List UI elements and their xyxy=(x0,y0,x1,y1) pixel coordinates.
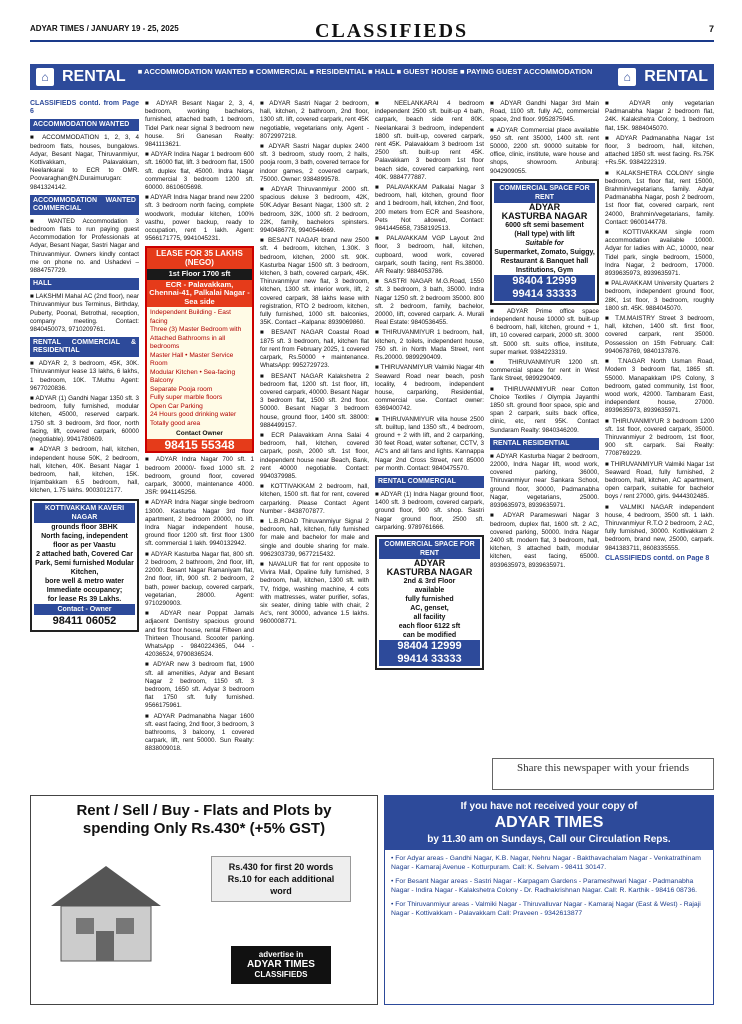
continued-note: CLASSIFIEDS contd. from Page 6 xyxy=(30,100,139,116)
ad-line: available xyxy=(414,586,445,594)
listing: ■ KOTTIVAKKAM single room accommodation available 10000. Adyar for ladies with AC, 10000, near Tidel park, single bedroom, 15000, Indra Nagar, 2 bedroom, 17000. 8939635973, 8939635971. xyxy=(605,229,714,278)
ad-feature: Fully super marble floors xyxy=(150,394,223,402)
ad-feature: Separate Pooja room xyxy=(150,385,213,393)
column-1 xyxy=(30,100,139,790)
listing: ■ THIRUVANMIYUR 1 bedroom, hall, kitchen, 2 toilets, independent house, 750 sft. in North Mada Street, rent Rs.20000. 9899290409. xyxy=(375,329,484,362)
circulation-line: by 11.30 am on Sundays, Call our Circulation Reps. xyxy=(427,834,671,845)
ad-phone: 98415 55348 xyxy=(147,439,252,452)
ad-line: AC, genset, xyxy=(410,604,449,612)
listing: ■ ADYAR Parameswari Nagar 3 bedroom, duplex flat, 1600 sft. 2 AC, covered parking, 50000. Indra Nagar 2400 sft. modern flat, 3 bedroom, hall, kitchen, 3 attached bath, modular kitchen, east facing, 65000. 8939635973, 8939635971. xyxy=(490,512,599,569)
rental-band-left xyxy=(30,64,132,90)
section-heading: HALL xyxy=(30,278,139,290)
listing: ■ THIRUVANMIYUR 3 bedroom 1200 sft. 1st floor, covered carpark, 35000. Thiruvanmiyur 2 bedroom, 1st floor, 900 sft. carpark. Sai Realty: 7708769229. xyxy=(605,417,714,458)
advertise-line: ADYAR TIMES xyxy=(247,959,315,970)
house-icon xyxy=(41,856,171,966)
masthead xyxy=(30,22,714,50)
circulation-ad xyxy=(384,795,714,1005)
ad-line: all facility xyxy=(413,613,446,621)
house-icon: ⌂ xyxy=(618,68,636,86)
section-heading: RENTAL COMMERCIAL xyxy=(375,476,484,488)
section-heading: ACCOMMODATION WANTED xyxy=(30,119,139,131)
page-number: 7 xyxy=(708,24,714,34)
ad-location: ECR - Palavakkam, Chennai-41, Palkalai Nagar - Sea side xyxy=(147,280,252,308)
ad-feature: Independent Building - East facing xyxy=(150,309,232,325)
ad-heading: LEASE FOR 35 LAKHS (NEGO) xyxy=(147,248,252,269)
bottom-ads xyxy=(30,795,714,1005)
ad-features xyxy=(147,307,252,430)
listing: ■ ADYAR Indra Nagar brand new 2200 sft. 3 bedroom north facing, complete woodwork, modular kitchen, 100% vasthu, power backup, ready to occupation, rent 1 lakh. Agent: 9566171775, 9941045231. xyxy=(145,194,254,243)
ad-feature: Totally good area xyxy=(150,419,201,427)
ad-line: grounds floor 3BHK xyxy=(51,523,118,531)
category-list: ■ ACCOMMODATION WANTED ■ COMMERCIAL ■ RESIDENTIAL ■ HALL ■ GUEST HOUSE ■ PAYING GUEST ACCOMMODATION xyxy=(132,64,613,90)
listing: ■ THIRUVANMIYUR near Cotton Choice Textiles / Olympia Jayanthi 1850 sft. ground floor space, spic and span 2 carpark, suits back office, clinic, etc, rent 95K. Contact Sundaram Realty: 9840346209. xyxy=(490,385,599,434)
listing: ■ T.NAGAR North Usman Road, Modern 3 bedroom flat, 1865 sft. 55000. Manapakkam IPS Colony, 3 bedroom, gated community, 1st floor, wood work, 42000. Tambaram East, independent house, 27000. 8939635973, 8939635971. xyxy=(605,358,714,415)
paper-brand: ADYAR TIMES / JANUARY 19 - 25, 2025 xyxy=(30,24,179,33)
listing: ■ THIRUVANMIYUR Valmiki Nagar 4th Seaward Road near beach, posh locality, 4 bedroom, independent house, carparking, Residential, commercial use. Contact owner: 6369400742. xyxy=(375,364,484,413)
listing: ■ PALAVAKKAM Palkalai Nagar 3 bedroom, hall, kitchen, ground floor and 1 bedroom, hall, kitchen, 2nd floor, 200 meters from ECR and Seashore, Pets Not allowed, Contact: 9841445658, 7358192513. xyxy=(375,184,484,233)
listing: ■ ECR Palavakkam Anna Salai 4 bedroom, hall, kitchen, covered carpark, posh, 2000 sft. 1st floor, independent house near Beach, Bank, rent 40000 negotiable. Contact: 9940379985. xyxy=(260,431,369,480)
column-2 xyxy=(145,100,254,790)
section-heading: RENTAL RESIDENTIAL xyxy=(490,438,599,450)
classified-promo-ad xyxy=(30,795,378,1005)
ad-line: can be modified xyxy=(402,631,457,639)
circulation-heading xyxy=(385,796,713,850)
listing: ■ ADYAR only vegetarian Padmanabha Nagar 2 bedroom flat, 24K. Kalakshetra Colony, 1 bedroom flat, 15K. 9884045070. xyxy=(605,100,714,132)
listing: ■ ADYAR Indra Nagar single bedroom 13000. Kasturba Nagar 3rd floor apartment, 2 bedroom 20000, no lift. Indra Nagar independent house, ground floor 1200 sft. first floor 1300 sft. commercial 1 lakh. 9940132942. xyxy=(145,499,254,548)
ad-line: ADYAR xyxy=(528,201,561,212)
ad-feature: Three (3) Master Bedroom with Attached Bathrooms in all bedrooms xyxy=(150,326,242,351)
ad-line: 2nd & 3rd Floor xyxy=(403,577,456,585)
column-3 xyxy=(260,100,369,790)
listing: ■ ADYAR Prime office space independent house 10000 sft. built-up 6 bedroom, hall, kitchen, ground + 1, lift, 10 covered carpark, 2000 sft. 3000 sft. 5000 sft. suits office, institute, super market. 9384223319. xyxy=(490,307,599,356)
listing: ■ BESANT NAGAR Kalakshetra 2 bedroom flat, 1200 sft. 1st floor, lift, covered carpark, 40000. Besant Nagar 3 bedroom flat, 1500 sft. 2nd floor. 50000. Besant Nagar 3 bedroom house, ground floor, 1400 sft. 38000: 9884499157. xyxy=(260,372,369,429)
ad-line: Suitable for xyxy=(525,239,564,247)
listing: ■ ADYAR Padmanabha Nagar 1st floor, 3 bedroom, hall, kitchen, attached 1850 sft. west facing. Rs.75K +Rs.5K. 9384222319. xyxy=(605,134,714,167)
listing: ■ THIRUVANMIYUR 1200 sft. commercial space for rent in West Tank Street, 9899290409. xyxy=(490,359,599,383)
share-box: Share this newspaper with your friends xyxy=(492,758,714,790)
ad-line: 2 attached bath, Covered Car Park, Semi furnished Modular Kitchen, xyxy=(35,550,134,576)
circulation-line: If you have not received your copy of xyxy=(460,801,638,812)
price-box xyxy=(211,856,351,902)
listing: ■ ADYAR Gandhi Nagar 3rd Main Road, 1100 sft. fully AC, commercial space, 2nd floor. 9952875945. xyxy=(490,100,599,124)
listing: ■ BESANT NAGAR brand new 2500 sft. 4 bedroom, kitchen, 1.30K. 3 bedroom, kitchen, 2000 sft. 90K. Kasturba Nagar 1500 sft. 3 bedroom, kitchen, 3 bath, covered carpark, 45K. Thiruvanmiyur new flat, 3 bedroom, kitchen, 1300 sft. interior work, lift, 2 covered carpark, 38 lakhs lease with registration, RTO 2 bedroom, kitchen, fully furnished, 1000 sft. balconies, 35K. Contact –Kalpana: 8939069860. xyxy=(260,237,369,327)
section-heading: RENTAL COMMERCIAL & RESIDENTIAL xyxy=(30,337,139,357)
listing: ■ ADYAR Indira Nagar 1 bedroom 600 sft. 16000 flat, lift. 3 bedroom flat, 1500 sft. duplex flat, 45000. Indra Nagar commercial 3 bedroom 1200 sft. 60000. 8610605698. xyxy=(145,151,254,192)
listing: ■ T.M.MAISTRY Street 3 bedroom, hall, kitchen, 1400 sft. first floor, covered carpark, rent 35000. Possession on 15th February. Call: 9940678769, 9840137876. xyxy=(605,315,714,355)
listing: ■ LAKSHMI Mahal AC (2nd floor), near Thiruvanmiyur bus Terminus, Birthday, Puberty, Poonal, Betrothal, reception, company meeting. Contact: 9840450073, 9710209761. xyxy=(30,293,139,334)
ad-line: KASTURBA NAGAR xyxy=(501,210,588,221)
circulation-list xyxy=(385,850,713,927)
listing: ■ BESANT NAGAR Coastal Road 1875 sft. 3 bedroom, hall, kitchen flat for rent from February 2025, 1 covered carpark, Rs.50000 + maintenance. WhatsApp: 9952729723. xyxy=(260,329,369,370)
ad-phone: 98404 12999 xyxy=(379,640,480,653)
listing: ■ ADYAR Thiruvanmiyur 2000 sft. spacious deluxe 3 bedroom, 42K, 50K.Adyar Besant Nagar, 1300 sft. 2 bedroom, 32K, 1000 sft. 2 bedroom, 22K, family, bachelors spinsters. 9940486778, 9940544669. xyxy=(260,186,369,235)
section-band xyxy=(30,63,714,91)
advertise-box xyxy=(231,946,331,984)
rental-band-right xyxy=(612,64,714,90)
continued-note: CLASSIFIEDS contd. on Page 8 xyxy=(605,554,710,562)
band-label: RENTAL xyxy=(62,68,126,85)
listing: ■ KALAKSHETRA COLONY single bedroom, 1st floor flat, rent 15000, Brahmin/vegetarians, family. Adyar Padmanabha Nagar, posh 2 bedroom, 1st floor flat, covered carpark, rent 24000, Brahmin/vegetarians, family. Contact: 9600144778. xyxy=(605,169,714,226)
listing: ■ ADYAR 2, 3 bedroom, 45K, 30K. Thiruvanmiyur lease 13 lakhs, 6 lakhs, 1 bedroom, 10K. T.Muthu Agent: 9677020836. xyxy=(30,360,139,392)
ad-line: bore well & metro water xyxy=(45,577,124,585)
lease-ad xyxy=(145,246,254,453)
listing: ■ THIRUVANMIYUR Valmiki Nagar 1st Seaward Road, fully furnished, 2 bedroom, hall, kitchen, AC apartment, open carpark, suitable for bachelor boys / rent 27000, girls. 9444302485. xyxy=(605,460,714,501)
ad-line: Supermarket, Zomato, Suiggy, Restaurant & Banquet hall Institutions, Gym xyxy=(494,248,595,274)
column-6 xyxy=(605,100,714,790)
ad-line: for lease Rs 39 Lakhs. xyxy=(47,595,122,603)
ad-feature: Open Car Parking xyxy=(150,402,203,410)
listing: ■ ADYAR Commercial place available 950 sft. rent 35000, 1400 sft. rent 50000, 2200 sft. 90000 suitable for office, clinic, institute, ware house and shops, showroom. Anburaj: 9042909055. xyxy=(490,126,599,175)
listing: ■ ADYAR near Poppat Jamals adjacent Dentistry spacious ground and first floor house, rental Fifteen and Thirteen Thousand. Scooter parking. WhatsApp - 9840224365, 044 - 42036524, 9790836524. xyxy=(145,610,254,659)
listing: ■ ADYAR new 3 bedroom flat, 1900 sft. all amenities, Adyar and Besant Nagar 2 bedroom, 1150 sft. 3 bedroom, 1650 sft. Adyar 3 bedroom flat 1750 sft. fully furnished. 9566175961. xyxy=(145,661,254,710)
listing: ■ NEELANKARAI 4 bedroom independent 2500 sft. built-up 4 bath, carpark, beach side rent 80K. Neelankarai 3 bedroom, independent 1800 sft. built-up, covered carpark, rent 45K. Palavakkam 3 bedroom 1st 2500 sft. built-up rent 45K. Palavakkam 3 bedroom 1st floor beach side, covered carparking, rent 40K. 9884777887. xyxy=(375,100,484,181)
listing: ■ ADYAR Kasturba Nagar flat, 800 sft. 2 bedroom, 2 bathroom, 2nd floor, lift, 22000. Besant Nagar Ramaniyam flat, 2nd floor, lift, 900 sft. 2 bedroom, 2 bath, power backup, covered carpark, vegetarian, 28000. Agent: 9710290903. xyxy=(145,550,254,607)
listing: ■ PALAVAKKAM University Quarters 2 bedroom, independent ground floor, 28K, 1st floor, 3 bedroom, roughly 1800 sft. 45K. 9884045070. xyxy=(605,280,714,312)
ad-phone: 98411 06052 xyxy=(52,614,117,627)
ad-line: Immediate occupancy; xyxy=(46,586,123,594)
house-icon: ⌂ xyxy=(36,68,54,86)
listing: ■ ADYAR Kasturba Nagar 2 bedroom, 22000, Indra Nagar lift, wood work, covered parking, 36000, Thiruvanmiyur near Sankara School, ground floor, 30000, Padmanabha Nagar, vegetarians, 25000. 8939635973, 8939635971. xyxy=(490,452,599,510)
ad-heading: COMMERCIAL SPACE FOR RENT xyxy=(379,539,480,559)
page-title: CLASSIFIEDS xyxy=(315,20,469,42)
listing: ■ ACCOMMODATION 1, 2, 3, 4 bedroom flats, houses, bungalows. Adyar, Besant Nagar, Thiruvanmiyur, Kottivakkam, Palavakkam, Neelankarai to ECR to OMR. Poovaraghan@N.Duraimurugan: 9841324142. xyxy=(30,134,139,191)
listing: ■ ADYAR Besant Nagar 2, 3, 4, bedroom, working bachelors, furnished, attached bath, 1 bedroom, Tidel Park near signal 3 bedroom new house. Sri Ganesan Realty: 9841113621. xyxy=(145,100,254,149)
ad-subheading: 1st Floor 1700 sft xyxy=(147,269,252,280)
ad-contact: Contact Owner xyxy=(176,430,223,438)
promo-heading: Rent / Sell / Buy - Flats and Plots by xyxy=(76,802,332,819)
ad-feature: 24 Hours good drinking water xyxy=(150,411,237,419)
listing: ■ KOTTIVAKKAM 2 bedroom, hall, kitchen, 1500 sft. flat for rent, covered carparking. Please Contact Agent Number - 8438707877. xyxy=(260,483,369,515)
listing: ■ SASTRI NAGAR M.G.Road, 1550 sft. 3 bedroom, 3 bath, 35000. Indra Nagar 1250 sft. 2 bedroom 35000. 800 sft. 2 bedroom, family, bachelor, 20000, lift, covered carpark. A. Murali Real Estate: 9840536455. xyxy=(375,278,484,327)
ad-phone: 98404 12999 xyxy=(494,275,595,288)
classifieds-columns xyxy=(30,100,714,790)
ad-line: ADYAR xyxy=(413,557,446,568)
advertise-line: CLASSIFIEDS xyxy=(254,970,308,979)
ad-phone: 99414 33333 xyxy=(379,653,480,666)
ad-line: 6000 sft semi basement xyxy=(505,221,584,229)
ad-contact: Contact - Owner xyxy=(34,604,135,615)
listing: ■ THIRUVANMIYUR villa house 2500 sft. builtup, land 1350 sft., 4 bedroom, ground + 2 with lift, and 2 carparking, 30 feet Road, water softener, CCTV, 3 AC's and all fans and lights. Kannappa Nagar 2nd Cross Street, rent 85000 per month. Contact: 9840475570. xyxy=(375,415,484,472)
ad-feature: Modular Kitchen • Sea-facing Balcony xyxy=(150,368,236,385)
advertise-line: advertise in xyxy=(258,950,304,959)
band-label: RENTAL xyxy=(644,68,708,85)
listing: ■ ADYAR (1) Gandhi Nagar 1350 sft. 3 bedroom, fully furnished, modular kitchen, 45000, reserved carpark. 1750 sft. 3 bedroom, 3rd floor, north facing, lift, covered carpark, 60000 (negotiable). 9941780609. xyxy=(30,395,139,444)
circulation-brand: ADYAR TIMES xyxy=(494,814,604,831)
listing: ■ WANTED Accommodation 3 bedroom flats to run paying guest Accommodation for Professionals at Adyar, Besant Nagar, Sastri Nagar and Thiruvanmiyur. Owners kindly contact me on phone no. and Ushadevi – 9884757729. xyxy=(30,217,139,275)
listing: ■ NAVALUR flat for rent opposite to Vivira Mall, Opaline fully furnished, 3 bedroom, hall, kitchen, 1300 sft. with TV, fridge, washing machine, 4 cots with mattresses, water purifier, sofas, six seater, dining table with chair, 2 Ac's, rent 30000, advance 1.5 lakhs. 9600008771. xyxy=(260,560,369,626)
price-line: Rs.430 for first 20 words xyxy=(228,862,334,872)
ad-feature: Master Hall • Master Service Room xyxy=(150,351,234,368)
commercial-space-ad xyxy=(375,535,484,670)
listing: ■ ADYAR Sastri Nagar 2 bedroom, hall, kitchen, 2 bathroom, 2nd floor, 1300 sft. lift, covered carpark, rent 45K negotiable, vegetarians only. Agent - 8072997218. xyxy=(260,100,369,140)
price-line: Rs.10 for each additional word xyxy=(227,874,335,896)
header-rule xyxy=(30,40,714,42)
commercial-space-ad xyxy=(490,179,599,305)
listing: ■ L.B.ROAD Thiruvanmiyur Signal 2 bedroom, hall, kitchen, fully furnished for male and bachelor for male and single and double sharing for male. 9962303739, 9677215432. xyxy=(260,517,369,558)
ad-line: North facing, independent floor as per Vaastu xyxy=(41,532,128,549)
circulation-item: • For Thiruvanmiyur areas - Valmiki Nagar - Thiruvalluvar Nagar - Kamaraj Nagar (East & West) - Rajaji Nagar - Kottivakkam - Palavakkam Call: Praveen - 9342613877 xyxy=(391,901,701,917)
circulation-item: • For Besant Nagar areas - Sastri Nagar - Karpagam Gardens - Parameshwari Nagar - Padmanabha Nagar - Indira Nagar - Kalakshetra Colony - Dr. Radhakrishnan Nagar. Call: R. Karthik - 98416 08736. xyxy=(391,878,698,894)
ad-line: fully furnished xyxy=(405,595,454,603)
listing: ■ VALMIKI NAGAR independent house, 4 bedroom, 3500 sft. 1 lakh. Thiruvanmiyur R.T.O 2 bedroom, 2 AC, fully furnished, 30000. Kottivakkam 2 bedroom, brand new, 25000, carpark. 9841383711, 8608335555. xyxy=(605,503,714,552)
column-5 xyxy=(490,100,599,790)
ad-line: KASTURBA NAGAR xyxy=(386,566,473,577)
ad-heading: COMMERCIAL SPACE FOR RENT xyxy=(494,183,595,203)
ad-phone: 99414 33333 xyxy=(494,288,595,301)
ad-line: (Hall type) with lift xyxy=(514,230,575,238)
listing: ■ ADYAR Sastri Nagar duplex 2400 sft. 3 bedroom, study room, 2 halls, pooja room, 3 bath, covered terrace for indoor games, 2 covered carpark, 75000. Owner: 9384899578. xyxy=(260,143,369,183)
listing: ■ ADYAR 3 bedroom, hall, kitchen, independent house 50K, 2 bedroom, hall, kitchen, 40K. Besant Nagar 1 bedroom, hall, kitchen, 15K. Injambakkam 6.5 bedroom, hall, kitchen, 1.75 lakhs. 9003012177. xyxy=(30,446,139,495)
column-4 xyxy=(375,100,484,790)
listing: ■ ADYAR (1) Indra Nagar ground floor, 1400 sft. 3 bedroom, covered carpark, ground floor, 900 sft. shop. Sastri Nagar ground floor, 2500 sft. carparking. 9789761666. xyxy=(375,490,484,531)
listing: ■ PALAVAKKAM VGP Layout 2nd floor, 3 bedroom, hall, kitchen, cupboard, wood work, covered carpark, south facing, rent Rs.38000. AR Realty: 9884053786. xyxy=(375,235,484,276)
promo-subheading: spending Only Rs.430* (+5% GST) xyxy=(82,820,326,837)
section-heading: ACCOMMODATION WANTED COMMERCIAL xyxy=(30,195,139,215)
ad-heading: KOTTIVAKKAM KAVERI NAGAR xyxy=(34,503,135,523)
listing: ■ ADYAR Padmanabha Nagar 1600 sft. east facing, 2nd floor, 3 bedroom, 3 bathrooms, 3 balcony, 1 covered carpark, lift, rent 50000. Sun Realty: 8838009018. xyxy=(145,712,254,753)
display-ad xyxy=(30,499,139,632)
listing: ■ ADYAR Indra Nagar 700 sft. 1 bedroom 20000/- fixed 1000 sft. 2 bedroom, ground floor, covered carpark, 30000, maintenance 4000. JSR: 9941145256. xyxy=(145,456,254,497)
ad-line: each floor 6122 sft xyxy=(398,622,461,630)
circulation-item: • For Adyar areas - Gandhi Nagar, K.B. Nagar, Nehru Nagar - Bakthavachalam Nagar - Venkatrathinam Nagar - Kamaraj Avenue - Kotturpuram. Call: K. Selvam - 98411 30147. xyxy=(391,855,701,871)
